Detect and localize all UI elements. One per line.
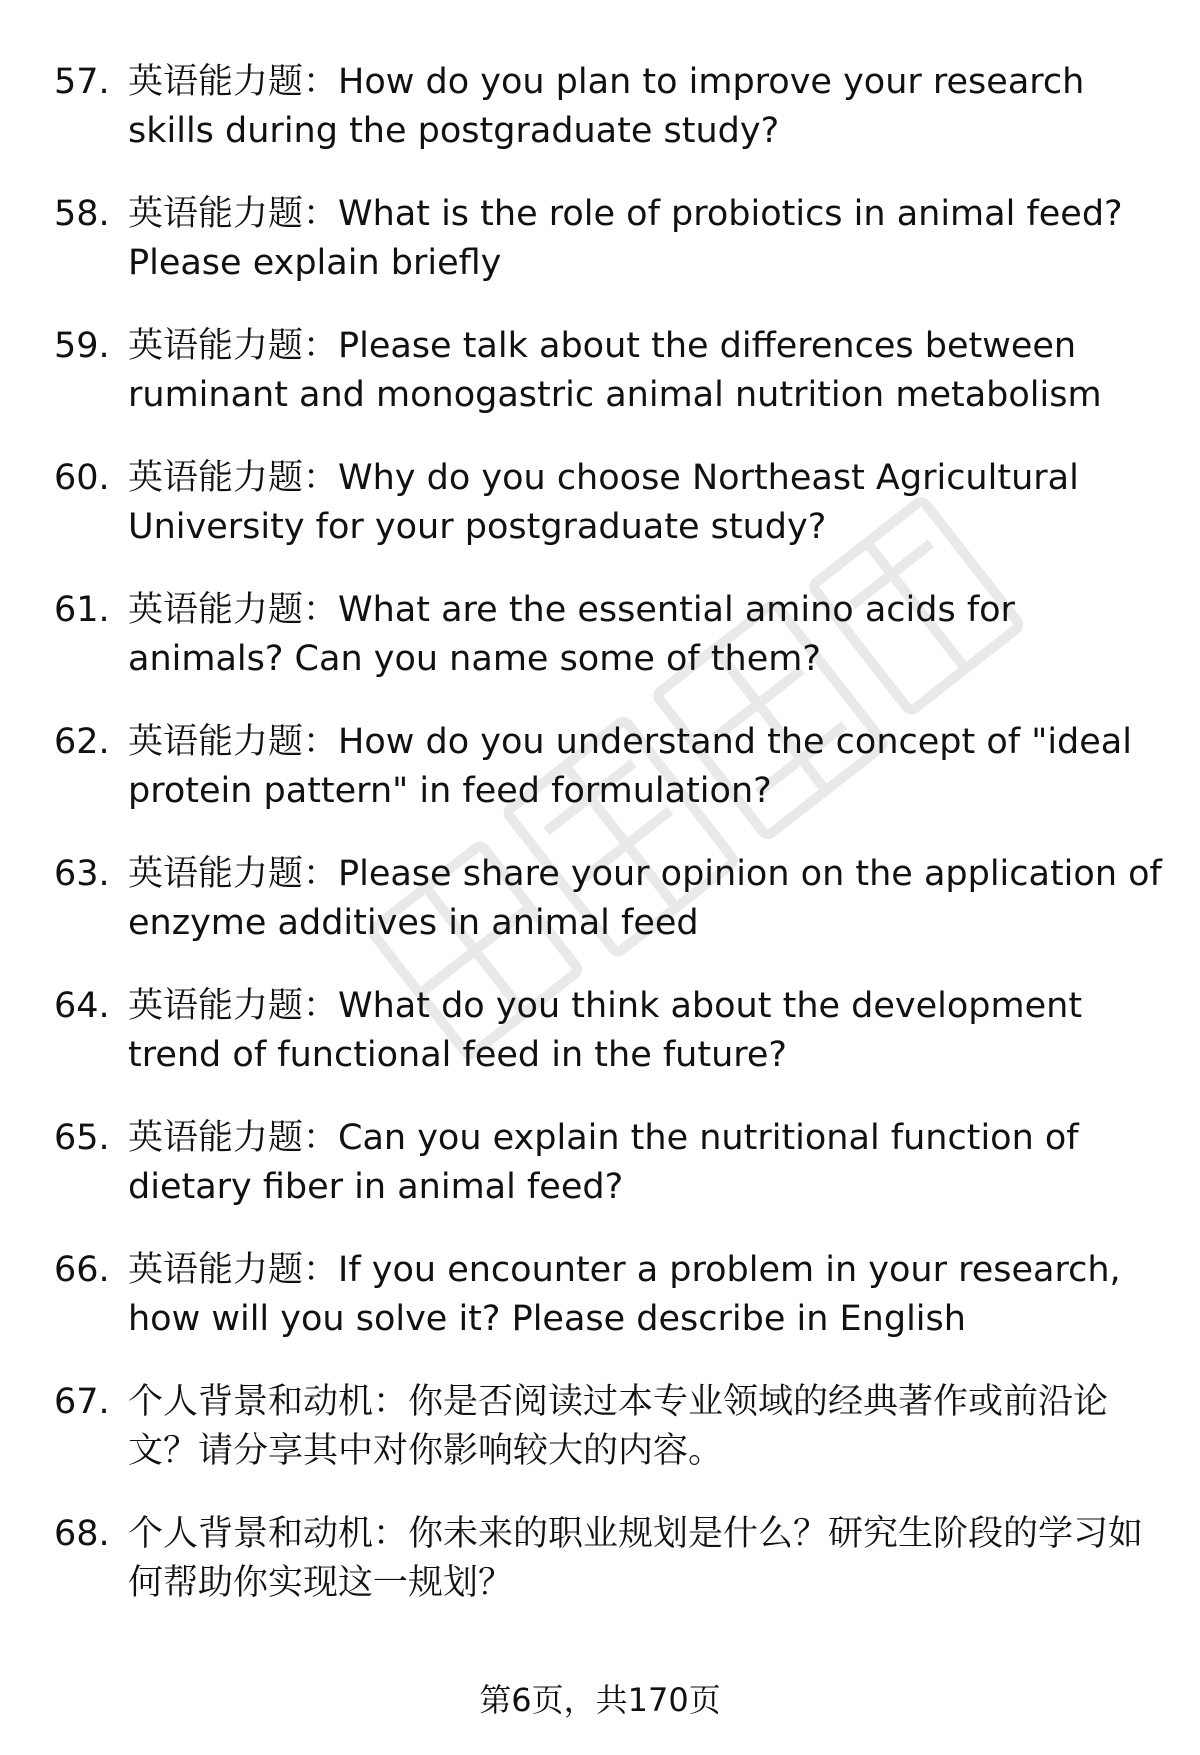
- question-number: 60.: [54, 458, 110, 498]
- question-item: [54, 982, 1174, 1080]
- question-item: [54, 1378, 1174, 1476]
- question-item: [54, 58, 1174, 156]
- question-number: 65.: [54, 1118, 110, 1158]
- question-text: 英语能力题：Why do you choose Northeast Agricultural University for your postgraduate study?: [128, 458, 1079, 547]
- question-number: 67.: [54, 1382, 110, 1422]
- question-item: [54, 322, 1174, 420]
- question-item: [54, 1246, 1174, 1344]
- question-text: 个人背景和动机：你是否阅读过本专业领域的经典著作或前沿论文？请分享其中对你影响较大的内容。: [128, 1382, 1109, 1471]
- question-text: 英语能力题：Can you explain the nutritional function of dietary fiber in animal feed?: [128, 1118, 1079, 1207]
- question-number: 61.: [54, 590, 110, 630]
- question-text: 英语能力题：How do you understand the concept of "ideal protein pattern" in feed formulation?: [128, 722, 1132, 811]
- question-item: [54, 190, 1174, 288]
- page-indicator: 第6页，共170页: [479, 1681, 721, 1719]
- question-number: 58.: [54, 194, 110, 234]
- question-item: [54, 1114, 1174, 1212]
- question-number: 59.: [54, 326, 110, 366]
- question-text: 英语能力题：If you encounter a problem in your research, how will you solve it? Please describe in English: [128, 1250, 1121, 1339]
- question-item: [54, 850, 1174, 948]
- question-text: 英语能力题：What is the role of probiotics in animal feed? Please explain briefly: [128, 194, 1123, 283]
- question-number: 63.: [54, 854, 110, 894]
- question-list: [54, 58, 1174, 1642]
- question-item: [54, 586, 1174, 684]
- question-text: 个人背景和动机：你未来的职业规划是什么？研究生阶段的学习如何帮助你实现这一规划？: [128, 1514, 1144, 1603]
- question-text: 英语能力题：How do you plan to improve your research skills during the postgraduate study?: [128, 62, 1085, 151]
- question-item: [54, 718, 1174, 816]
- question-number: 64.: [54, 986, 110, 1026]
- question-text: 英语能力题：Please talk about the differences between ruminant and monogastric animal nutrition metabolism: [128, 326, 1102, 415]
- question-number: 62.: [54, 722, 110, 762]
- question-text: 英语能力题：What do you think about the development trend of functional feed in the future?: [128, 986, 1083, 1075]
- question-text: 英语能力题：What are the essential amino acids for animals? Can you name some of them?: [128, 590, 1015, 679]
- question-text: 英语能力题：Please share your opinion on the application of enzyme additives in animal feed: [128, 854, 1162, 943]
- question-item: [54, 454, 1174, 552]
- question-item: [54, 1510, 1174, 1608]
- question-number: 68.: [54, 1514, 110, 1554]
- question-number: 57.: [54, 62, 110, 102]
- question-number: 66.: [54, 1250, 110, 1290]
